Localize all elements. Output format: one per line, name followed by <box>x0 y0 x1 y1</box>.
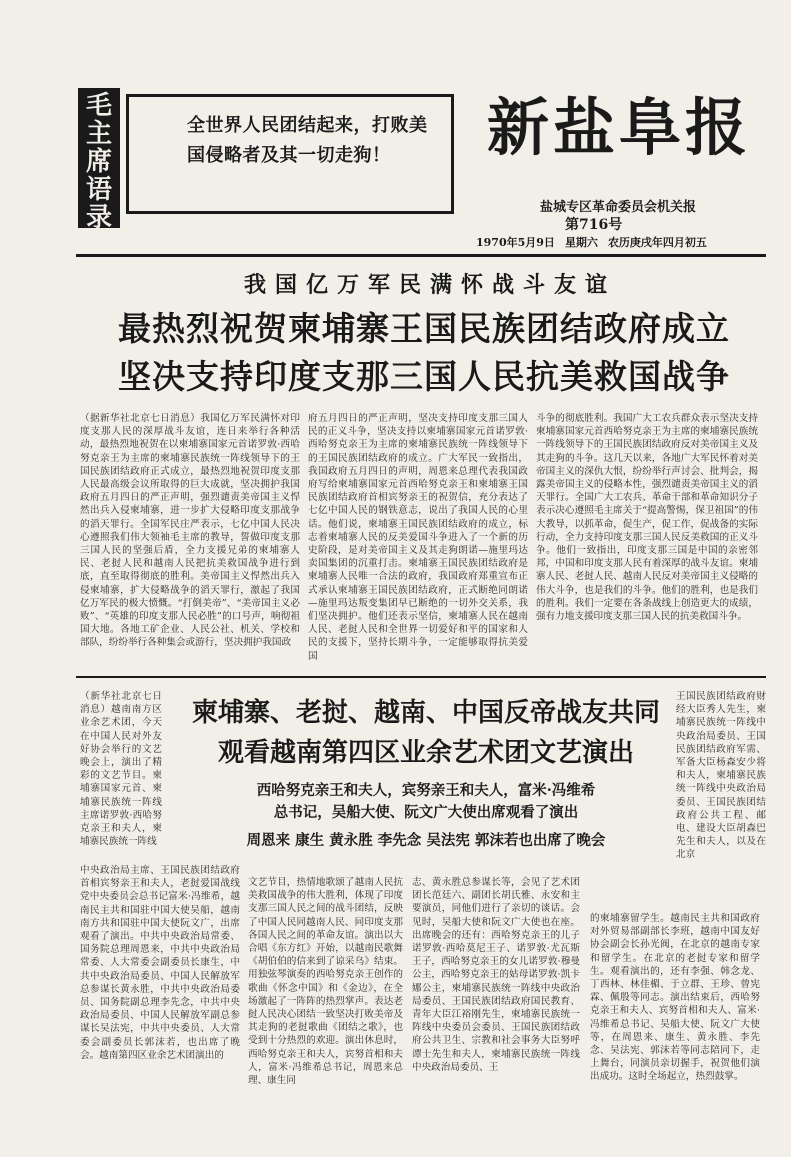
newspaper-title: 新盐阜报 <box>487 91 752 164</box>
second-subhead-2: 总书记，吴船大使、阮文广大使出席观看了演出 <box>273 804 579 821</box>
second-side-left: （新华社北京七日消息）越南南方区业余艺术团，今天在中国人民对外友好协会举行的文艺晚会上，演出了精彩的文艺节目。柬埔寨国家元首、柬埔寨民族统一阵线主席诺罗敦·西哈努克亲王和夫人，柬埔寨民族统一阵线 <box>80 691 162 848</box>
second-headline-2: 观看越南第四区业余艺术团文艺演出 <box>217 738 634 768</box>
second-column-2: 文艺节目，热情地歌颂了越南人民抗美救国战争的伟大胜利，体现了印度支那三国人民之间的战斗团结，反映了中国人民同越南人民、同印度支那各国人民之间的革命友谊。演出以大合唱《东方红》开始，以越南民歌舞《胡伯伯的信来到了谅采乌》结束。用独弦琴演奏的西哈努克亲王创作的歌曲《怀念中国》和《金边》，在全场激起了一阵阵的热烈掌声。表达老挝人民决心团结一致坚决打败美帝及其走狗的老挝歌曲《团结之歌》，也受到十分热烈的欢迎。演出休息时，西哈努克亲王和夫人，宾努首相和夫人，富米·冯维希总书记，周恩来总理、康生同 <box>248 877 403 1087</box>
masthead-divider <box>76 254 766 257</box>
lunar-date: 农历庚戌年四月初五 <box>607 236 707 249</box>
lead-column-2: 府五月四日的严正声明，坚决支持印度支那三国人民的正义斗争，坚决支持以柬埔寨国家元首诺罗敦·西哈努克亲王为主席的柬埔寨民族统一阵线领导下的王国民族团结政府的成立。广大军民一致指出，我国政府五月四日的声明，周恩来总理代表我国政府写给柬埔寨国家元首西哈努克亲王和柬埔寨王国民族团结政府首相宾努亲王的祝贺信，充分表达了七亿中国人民的钢铁意志，说出了我国人民的心里话。他们说，柬埔寨王国民族团结政府的成立，标志着柬埔寨人民的反美爱国斗争进入了一个新的历史阶段，是对美帝国主义及其走狗朗诺—施里玛达卖国集团的沉重打击。柬埔寨王国民族团结政府是柬埔寨人民唯一合法的政府，我国政府郑重宣布正式承认柬埔寨王国民族团结政府，正式断绝同朗诺—施里玛达叛变集团早已断绝的一切外交关系，我们坚决拥护。他们还表示坚信，柬埔寨人民在越南人民、老挝人民和全世界一切爱好和平的国家和人民的支援下，坚持长期斗争，一定能够取得抗美爱国 <box>308 413 528 662</box>
publisher: 盐城专区革命委员会机关报 <box>540 200 697 215</box>
quotation-label-char: 录 <box>85 203 112 233</box>
second-subhead-3: 周恩来 康生 黄永胜 李先念 吴法宪 郭沫若也出席了晚会 <box>246 832 606 849</box>
issue-number: 第716号 <box>565 217 623 233</box>
issue-date-line <box>476 234 766 250</box>
second-subhead-1: 西哈努克亲王和夫人，宾努亲王和夫人，富米·冯维希 <box>256 782 596 799</box>
lead-headline-2: 坚决支持印度支那三国人民抗美救国战争 <box>118 357 730 396</box>
quotation-box <box>126 94 454 214</box>
second-column-3: 志、黄永胜总参谋长等，会见了艺术团团长范廷六、副团长胡氏雅、永安和主要演员，同他们进行了亲切的谈话。会见时，吴船大使和阮文广大使也在座。出席晚会的还有：西哈努克亲王的儿子诺罗敦·西哈莫尼王子、诺罗敦·尤瓦斯王子，西哈努克亲王的女儿诺罗敦·穆曼公主，西哈努克亲王的姑母诺罗敦·凯卡娜公主，柬埔寨民族统一阵线中央政治局委员、王国民族团结政府国民教育、青年大臣江裕刚先生，柬埔寨民族统一阵线中央委员会委员、王国民族团结政府公共卫生、宗教和社会事务大臣努呼谭士先生和夫人，柬埔寨民族统一阵线中央政治局委员、王 <box>412 877 580 1073</box>
quotation-text: 全世界人民团结起来，打败美国侵略者及其一切走狗！ <box>187 115 428 166</box>
second-headline-1: 柬埔寨、老挝、越南、中国反帝战友共同 <box>191 698 660 728</box>
lead-kicker: 我国亿万军民满怀战斗友谊 <box>243 272 616 298</box>
quotation-label-char: 语 <box>85 175 112 205</box>
lead-column-1: （据新华社北京七日消息）我国亿万军民满怀对印度支那人民的深厚战斗友谊，连日来举行各种活动，最热烈地祝贺在以柬埔寨国家元首诺罗敦·西哈努克亲王为主席的柬埔寨民族统一阵线领导下的王国民族团结政府正式成立，最热烈地祝贺印度支那人民最高级会议所取得的巨大成就，坚决拥护我国政府五月四日的严正声明，强烈谴责美帝国主义悍然出兵入侵柬埔寨，进一步扩大侵略印度支那战争的滔天罪行。全国军民庄严表示，七亿中国人民决心遵照我们伟大领袖毛主席的教导，誓做印度支那三国人民的坚强后盾，全力支援兄弟的柬埔寨人民、老挝人民和越南人民把抗美救国战争进行到底，直至取得彻底的胜利。美帝国主义悍然出兵入侵柬埔寨，扩大侵略战争的滔天罪行，激起了我国亿万军民的极大愤慨。“打倒美帝”、“美帝国主义必败”、“英雄的印度支那人民必胜”的口号声，响彻祖国大地。各地工矿企业、人民公社、机关、学校和部队，纷纷举行各种集会或游行，坚决拥护我国政 <box>80 413 300 649</box>
quotation-label-char: 主 <box>85 119 112 149</box>
second-column-4: 的柬埔寨留学生。越南民主共和国政府对外贸易部副部长李班，越南中国友好协会副会长孙光阀，在北京的越南专家和留学生。在北京的老挝专家和留学生。观看演出的，还有李强、韩念龙、丁西林、林佳楣、于立群、王珍、曾宪霖、佩殷等同志。演出结束后，西哈努克亲王和夫人、宾努首相和夫人、富米·冯维希总书记、吴船大使、阮文广大使等，在周恩来、康生、黄永胜、李先念、吴法宪、郭沫若等同志陪同下，走上舞台，同演员亲切握手，祝贺他们演出成功。这时全场起立，热烈鼓掌。 <box>590 913 760 1083</box>
quotation-label <box>78 88 120 233</box>
lead-headline-1: 最热烈祝贺柬埔寨王国民族团结政府成立 <box>118 309 730 348</box>
issue-date: 1970年5月9日 <box>476 236 555 249</box>
weekday: 星期六 <box>564 236 598 249</box>
quotation-label-char: 毛 <box>85 91 112 121</box>
quotation-label-char: 席 <box>85 147 112 177</box>
article-divider <box>76 676 766 678</box>
lead-column-3: 斗争的彻底胜利。我国广大工农兵群众表示坚决支持柬埔寨国家元首西哈努克亲王为主席的柬埔寨民族统一阵线领导下的王国民族团结政府反对美帝国主义及其走狗的斗争。这几天以来，各地广大军民怀着对美帝国主义的深仇大恨，纷纷举行声讨会、批判会，揭露美帝国主义的侵略本性，强烈谴责美帝国主义的滔天罪行。全国广大工农兵、革命干部和革命知识分子表示决心遵照毛主席关于“提高警惕，保卫祖国”的伟大教导，以抓革命，促生产，促工作，促战备的实际行动，全力支持印度支那三国人民反美救国的正义斗争。他们一致指出，印度支那三国是中国的亲密邻邦，中国和印度支那人民有着深厚的战斗友谊。柬埔寨人民、老挝人民、越南人民反对美帝国主义侵略的伟大斗争，也是我们的斗争。他们的胜利，也是我们的胜利。我们一定要在各条战线上创造更大的成绩，强有力地支援印度支那三国人民的抗美救国斗争。 <box>536 413 758 623</box>
second-side-right: 王国民族团结政府财经大臣秀人先生，柬埔寨民族统一阵线中央政治局委员、王国民族团结政府军需、军备大臣杨森安少将和夫人，柬埔寨民族统一阵线中央政治局委员、王国民族团结政府公共工程、邮电、建设大臣胡森巴先生和夫人，以及在北京 <box>676 691 766 861</box>
second-column-1: 中央政治局主席、王国民族团结政府首相宾努亲王和夫人，老挝爱国战线党中央委员会总书记富米·冯维希，越南民主共和国驻中国大使吴船，越南南方共和国驻中国大使阮文广，出席观看了演出。中共中央政治局常委、国务院总理周恩来，中共中央政治局常委、人大常委会副委员长康生，中共中央政治局委员、中国人民解放军总参谋长黄永胜，中共中央政治局委员、国务院副总理李先念，中共中央政治局委员、中国人民解放军副总参谋长吴法宪，中共中央委员、人大常委会副委员长郭沫若，也出席了晚会。越南第四区业余艺术团演出的 <box>80 865 240 1061</box>
